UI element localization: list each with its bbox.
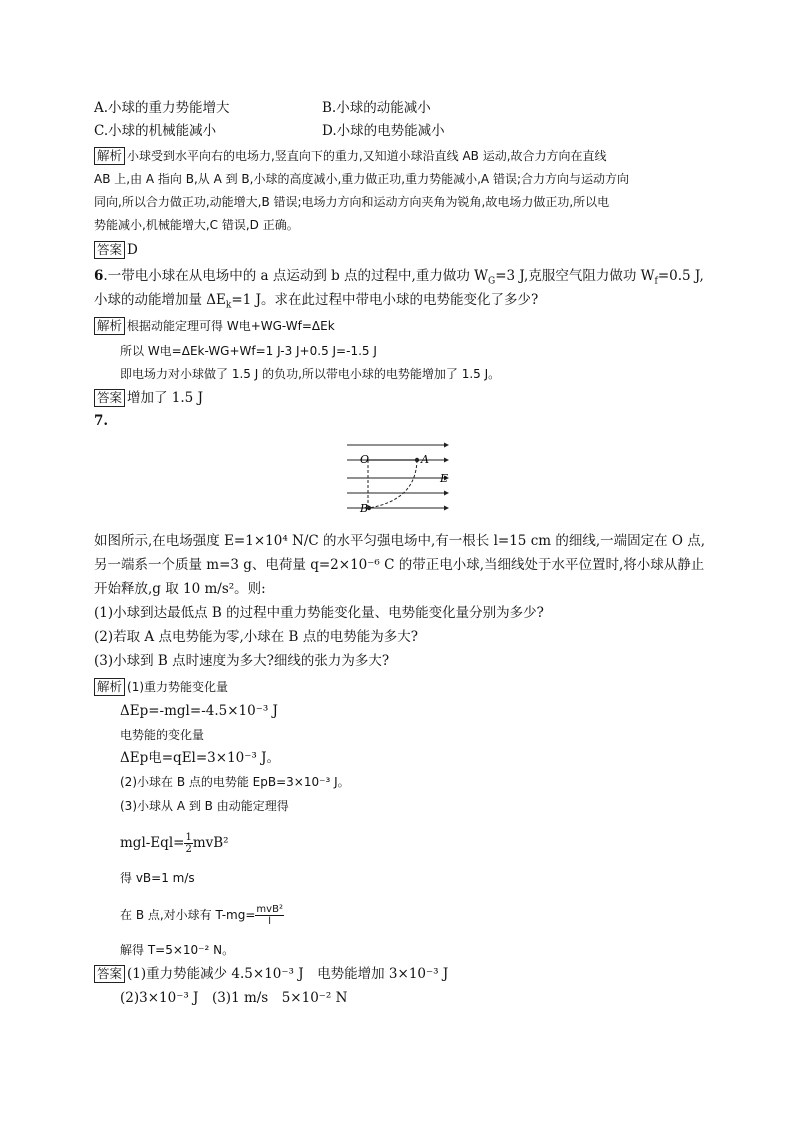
q6-stem-1a: .一带电小球在从电场中的 a 点运动到 b 点的过程中,重力做功 W xyxy=(103,268,489,284)
q7-analysis-10: 解得 T=5×10⁻² N。 xyxy=(120,943,235,957)
q7-analysis-line-4 xyxy=(120,748,280,768)
q7-subquestion-1 xyxy=(94,603,544,623)
q7-analysis-2: ΔEp=-mgl=-4.5×10⁻³ J xyxy=(120,703,278,719)
q5-option-a: A.小球的重力势能增大 xyxy=(94,100,230,116)
q5-analysis-text-4: 势能减小,机械能增大,C 错误,D 正确。 xyxy=(94,218,299,232)
arrow-head-5 xyxy=(444,506,449,511)
q7-stem-2: 另一端系一个质量 m=3 g、电荷量 q=2×10⁻⁶ C 的带正电小球,当细线处于水平位置时,将小球从静止 xyxy=(94,557,705,573)
q5-analysis-text-1: 小球受到水平向右的电场力,竖直向下的重力,又知道小球沿直线 AB 运动,故合力方向在直线 xyxy=(127,149,607,163)
q6-number: 6 xyxy=(94,268,104,284)
q7-eq2-left: 在 B 点,对小球有 T-mg= xyxy=(120,908,256,922)
fraction-one-half xyxy=(184,832,192,855)
q7-subquestion-2 xyxy=(94,627,418,647)
q6-stem-2a: 小球的动能增加量 ΔE xyxy=(94,292,226,308)
q5-option-b-wrap xyxy=(322,98,431,118)
q7-answer-1: (1)重力势能减少 4.5×10⁻³ J 电势能增加 3×10⁻³ J xyxy=(127,966,449,982)
q6-answer-line xyxy=(94,388,203,408)
q7-stem-line-2 xyxy=(94,555,704,575)
q7-analysis-line-9 xyxy=(120,904,284,927)
q7-analysis-line-3 xyxy=(120,725,204,745)
q5-answer-line xyxy=(94,240,138,260)
q5-analysis-line-1 xyxy=(94,146,607,166)
q7-analysis-6: (3)小球从 A 到 B 由动能定理得 xyxy=(120,799,289,813)
q5-option-row-1 xyxy=(94,98,230,118)
q7-sub-2: (2)若取 A 点电势能为零,小球在 B 点的电势能为多大? xyxy=(94,629,418,645)
q5-analysis-line-3 xyxy=(94,192,609,212)
q7-analysis-line-2 xyxy=(120,701,278,721)
q5-analysis-text-3: 同向,所以合力做正功,动能增大,B 错误;电场力方向和运动方向夹角为锐角,故电场力做正功,所以电 xyxy=(94,195,610,209)
q7-stem-1: 如图所示,在电场强度 E=1×10⁴ N/C 的水平匀强电场中,有一根长 l=15 cm 的细线,一端固定在 O 点, xyxy=(94,533,706,549)
q6-stem-2b: =1 J。求在此过程中带电小球的电势能变化了多少? xyxy=(231,292,539,308)
analysis-tag: 解析 xyxy=(94,317,125,335)
frac-den: l xyxy=(268,916,272,927)
q7-analysis-4: ΔEp电=qEl=3×10⁻³ J。 xyxy=(120,750,281,766)
q6-stem-1b: =3 J,克服空气阻力做功 W xyxy=(495,268,655,284)
frac-num: mvB² xyxy=(256,904,283,915)
q7-analysis-line-7 xyxy=(120,832,229,855)
analysis-tag: 解析 xyxy=(94,678,125,696)
q7-subquestion-3 xyxy=(94,651,389,671)
answer-tag: 答案 xyxy=(94,965,125,983)
q5-analysis-line-4 xyxy=(94,215,299,235)
q7-analysis-1: (1)重力势能变化量 xyxy=(127,680,229,694)
q5-option-b: B.小球的动能减小 xyxy=(322,100,431,116)
ball-at-a xyxy=(415,458,419,462)
q7-answer-2: (2)3×10⁻³ J (3)1 m/s 5×10⁻² N xyxy=(120,990,348,1006)
q5-option-c: C.小球的机械能减小 xyxy=(94,123,217,139)
label-a: A xyxy=(421,453,429,466)
q7-answer-line-2 xyxy=(120,988,347,1008)
q7-eq1-left: mgl-Eql= xyxy=(120,835,185,851)
q7-answer-line-1 xyxy=(94,964,448,984)
q6-sub-g: G xyxy=(488,276,496,287)
label-e: E xyxy=(440,472,449,485)
q6-analysis-line-1 xyxy=(94,316,335,336)
q5-answer: D xyxy=(127,242,138,258)
q6-sub-k: k xyxy=(225,300,232,311)
answer-tag: 答案 xyxy=(94,389,125,407)
electric-field-diagram xyxy=(340,438,455,518)
q5-option-row-2 xyxy=(94,121,216,141)
q6-stem-line-2 xyxy=(94,290,538,316)
q6-stem-1c: =0.5 J, xyxy=(657,268,704,284)
q7-analysis-line-5 xyxy=(120,772,350,792)
arrow-head-2 xyxy=(444,458,449,463)
q6-answer: 增加了 1.5 J xyxy=(127,390,203,406)
q7-analysis-line-1 xyxy=(94,677,228,697)
q7-stem-line-1 xyxy=(94,531,705,551)
q7-number: 7. xyxy=(94,413,109,429)
q7-number-line xyxy=(94,411,108,431)
q6-analysis-2: 所以 W电=ΔEk-WG+Wf=1 J-3 J+0.5 J=-1.5 J xyxy=(120,344,377,358)
q6-analysis-1: 根据动能定理可得 W电+WG-Wf=ΔEk xyxy=(127,319,335,333)
q7-analysis-line-6 xyxy=(120,796,289,816)
arrow-head-4 xyxy=(444,491,449,496)
q6-analysis-line-3 xyxy=(120,364,500,384)
q6-stem-line-1 xyxy=(94,266,704,292)
q5-option-d: D.小球的电势能减小 xyxy=(322,123,445,139)
q7-stem-line-3 xyxy=(94,579,266,599)
q5-analysis-text-2: AB 上,由 A 指向 B,从 A 到 B,小球的高度减小,重力做正功,重力势能减小,A 错误;合力方向与运动方向 xyxy=(94,172,629,186)
label-b: B xyxy=(360,502,369,515)
q7-sub-3: (3)小球到 B 点时速度为多大?细线的张力为多大? xyxy=(94,653,390,669)
trajectory-arc xyxy=(369,460,417,508)
q5-option-d-wrap xyxy=(322,121,445,141)
q7-sub-1: (1)小球到达最低点 B 的过程中重力势能变化量、电势能变化量分别为多少? xyxy=(94,605,544,621)
q7-analysis-line-8 xyxy=(120,868,195,888)
fraction-mv2-over-l xyxy=(255,904,284,927)
label-o: O xyxy=(360,453,370,466)
arrow-head-1 xyxy=(444,443,449,448)
answer-tag: 答案 xyxy=(94,241,125,259)
q6-analysis-line-2 xyxy=(120,341,377,361)
q7-analysis-line-10 xyxy=(120,940,234,960)
analysis-tag: 解析 xyxy=(94,147,125,165)
q7-stem-3: 开始释放,g 取 10 m/s²。则: xyxy=(94,581,266,597)
q7-analysis-5: (2)小球在 B 点的电势能 EpB=3×10⁻³ J。 xyxy=(120,775,350,789)
q5-analysis-line-2 xyxy=(94,169,629,189)
frac-den: 2 xyxy=(185,844,192,855)
q7-analysis-3: 电势能的变化量 xyxy=(120,728,205,742)
q7-eq1-right: mvB² xyxy=(192,835,229,851)
frac-num: 1 xyxy=(185,832,192,843)
q6-sub-f: f xyxy=(654,276,658,287)
q6-analysis-3: 即电场力对小球做了 1.5 J 的负功,所以带电小球的电势能增加了 1.5 J。 xyxy=(120,367,501,381)
q7-analysis-8: 得 vB=1 m/s xyxy=(120,871,195,885)
